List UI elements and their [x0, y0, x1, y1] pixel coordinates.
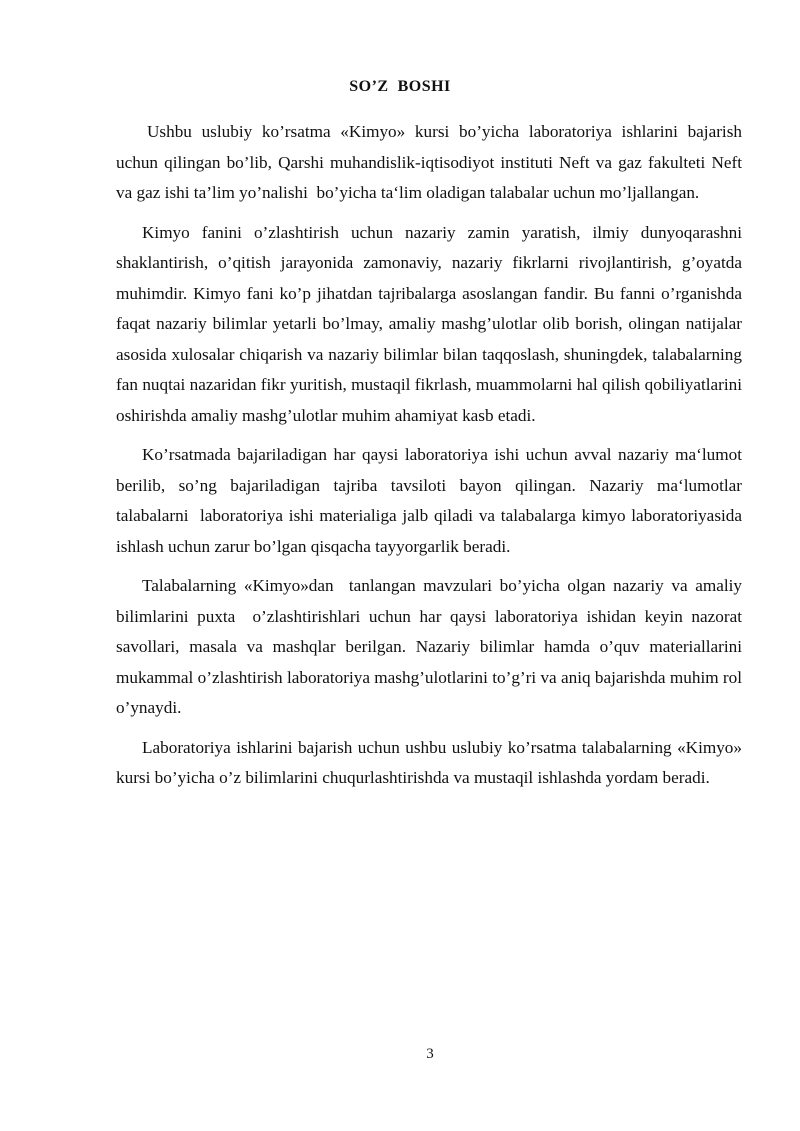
- page-title: SO’Z BOSHI: [349, 78, 451, 95]
- document-body: [116, 117, 751, 803]
- paragraph-structure: Ko’rsatmada bajariladigan har qaysi laboratoriya ishi uchun avval nazariy ma‘lumot berilib, so’ng bajariladigan tajriba tavsiloti bayon qilingan. Nazariy ma‘lumotlar talabalarni laboratoriya ishi materialiga jalb qiladi va talabalarga kimyo laboratoriyasida ishlash uchun zarur bo’lgan qisqacha tayyorgarlik beradi.: [116, 445, 751, 556]
- page-number: 3: [426, 1046, 434, 1062]
- paragraph-control-questions: Talabalarning «Kimyo»dan tanlangan mavzulari bo’yicha olgan nazariy va amaliy bilimlarini puxta o’zlashtirishlari uchun har qaysi laboratoriya ishidan keyin nazorat savollari, masala va mashqlar berilgan. Nazariy bilimlar hamda o’quv materiallarini mukammal o’zlashtirish laboratoriya mashg’ulotlarini to’g’ri va aniq bajarishda muhim rol o’ynaydi.: [116, 576, 747, 717]
- paragraph-intro: Ushbu uslubiy ko’rsatma «Kimyo» kursi bo’yicha laboratoriya ishlarini bajarish uchun qilingan bo’lib, Qarshi muhandislik-iqtisodiyot instituti Neft va gaz fakulteti Neft va gaz ishi ta’lim yo’nalishi bo’yicha ta‘lim oladigan talabalar uchun mo’ljallangan.: [116, 122, 747, 202]
- paragraph-importance: Kimyo fanini o’zlashtirish uchun nazariy zamin yaratish, ilmiy dunyoqarashni shaklantirish, o’qitish jarayonida zamonaviy, nazariy fikrlarni rivojlantirish, g’oyatda muhimdir. Kimyo fani ko’p jihatdan tajribalarga asoslangan fandir. Bu fanni o’rganishda faqat nazariy bilimlar yetarli bo’lmay, amaliy mashg’ulotlar olib borish, olingan natijalar asosida xulosalar chiqarish va nazariy bilimlar bilan taqqoslash, shuningdek, talabalarning fan nuqtai nazaridan fikr yuritish, mustaqil fikrlash, muammolarni hal qilish qobiliyatlarini oshirishda amaliy mashg’ulotlar muhim ahamiyat kasb etadi.: [116, 222, 751, 425]
- paragraph-conclusion: Laboratoriya ishlarini bajarish uchun ushbu uslubiy ko’rsatma talabalarning «Kimyo» kursi bo’yicha o’z bilimlarini chuqurlashtirishda va mustaqil ishlashda yordam beradi.: [116, 737, 747, 787]
